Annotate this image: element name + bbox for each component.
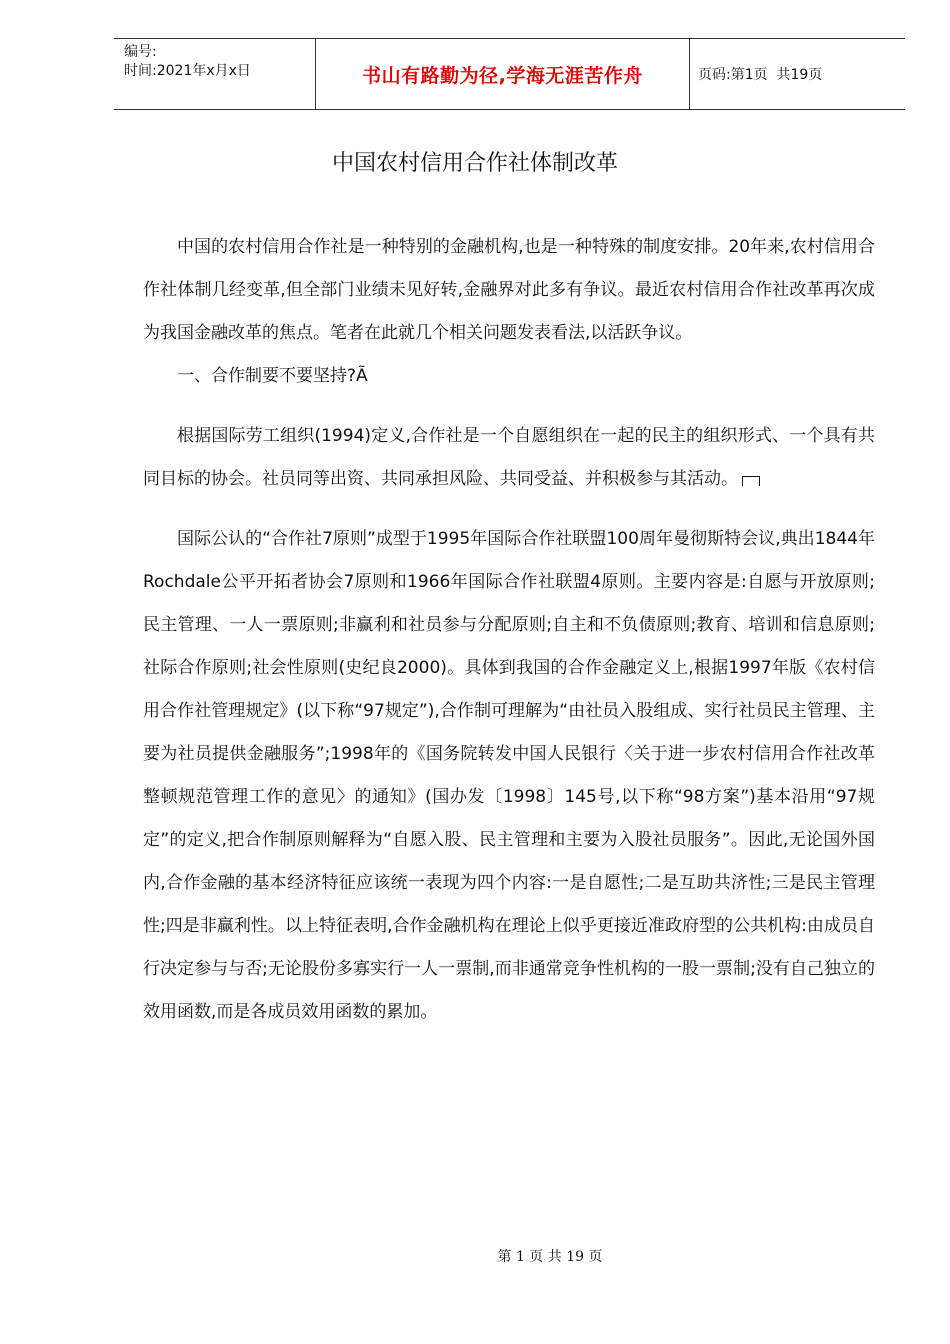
header-meta — [114, 39, 316, 109]
number-label: 编号: — [124, 44, 157, 60]
header-motto: 书山有路勤为径,学海无涯苦作舟 — [316, 39, 690, 109]
page-info-text: 页码:第1页 共19页 — [698, 67, 823, 83]
paragraph-definition — [143, 415, 875, 501]
paragraph-principles: 国际公认的“合作社7原则”成型于1995年国际合作社联盟100周年曼彻斯特会议,典出1844年Rochdale公平开拓者协会7原则和1966年国际合作社联盟4原则。主要内容是:自愿与开放原则;民主管理、一人一票原则;非赢利和社员参与分配原则;自主和不负债原则;教育、培训和信息原则;社际合作原则;社会性原则(史纪良2000)。具体到我国的合作金融定义上,根据1997年版《农村信用合作社管理规定》(以下称“97规定”),合作制可理解为“由社员入股组成、实行社员民主管理、主要为社员提供金融服务”;1998年的《国务院转发中国人民银行〈关于进一步农村信用合作社改革整顿规范管理工作的意见〉的通知》(国办发〔1998〕145号,以下称“98方案”)基本沿用“97规定”的定义,把合作制原则解释为“自愿入股、民主管理和主要为入股社员服务”。因此,无论国外国内,合作金融的基本经济特征应该统一表现为四个内容:一是自愿性;二是互助共济性;三是民主管理性;四是非赢利性。以上特征表明,合作金融机构在理论上似乎更接近准政府型的公共机构:由成员自行决定参与与否;无论股份多寡实行一人一票制,而非通常竞争性机构的一股一票制;没有自己独立的效用函数,而是各成员效用函数的累加。 — [143, 529, 875, 1022]
document-header — [114, 38, 905, 110]
document-title: 中国农村信用合作社体制改革 — [331, 151, 618, 176]
paragraph-definition-text: 根据国际劳工组织(1994)定义,合作社是一个自愿组织在一起的民主的组织形式、一个具有共同目标的协会。社员同等出资、共同承担风险、共同受益、并积极参与其活动。 — [143, 426, 875, 489]
page-footer-text: 第 1 页 共 19 页 — [497, 1249, 603, 1265]
paragraph-intro: 中国的农村信用合作社是一种特别的金融机构,也是一种特殊的制度安排。20年来,农村信用合作社体制几经变革,但全部门业绩未见好转,金融界对此多有争议。最近农村信用合作社改革再次成为我国金融改革的焦点。笔者在此就几个相关问题发表看法,以活跃争议。 — [143, 237, 875, 343]
page-footer — [0, 1246, 950, 1266]
footnote-mark-icon — [742, 476, 760, 486]
document-body — [143, 226, 875, 1034]
section-heading-1: 一、合作制要不要坚持?Ã — [177, 366, 368, 386]
time-label: 时间:2021年x月x日 — [124, 63, 251, 79]
header-page-info — [690, 39, 905, 109]
